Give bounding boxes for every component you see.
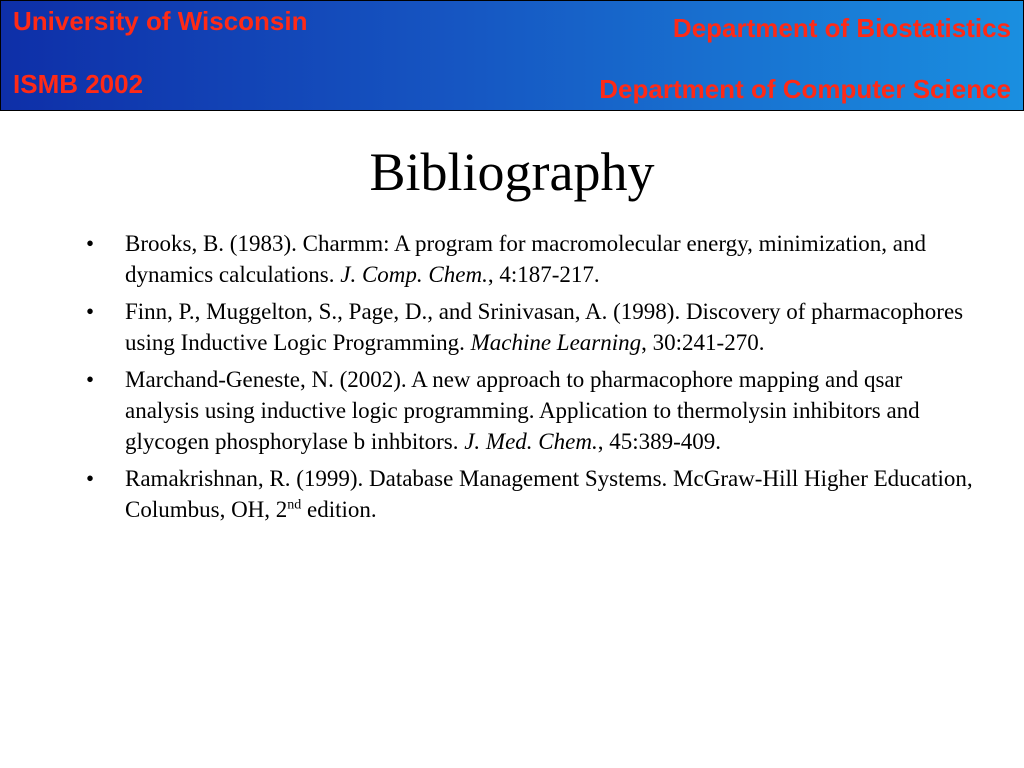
bullet-marker: • <box>86 466 95 491</box>
reference-item <box>80 364 980 457</box>
bullet-marker: • <box>86 231 95 256</box>
university-label: University of Wisconsin <box>13 6 308 36</box>
reference-tail: , 4:187-217. <box>487 262 600 287</box>
reference-journal: J. Comp. Chem. <box>340 262 488 287</box>
reference-text: Brooks, B. (1983). Charmm: A program for macromolecular energy, minimization, and dynamics calculations. <box>125 231 926 287</box>
reference-tail: , 45:389-409. <box>597 429 722 454</box>
department-biostatistics-label: Department of Biostatistics <box>672 13 1011 43</box>
reference-journal: Machine Learning <box>470 330 642 355</box>
reference-text: Finn, P., Muggelton, S., Page, D., and Srinivasan, A. (1998). Discovery of pharmacophores using Inductive Logic Programming. <box>125 299 964 355</box>
reference-item <box>80 296 980 358</box>
reference-tail: edition. <box>301 497 377 522</box>
conference-label: ISMB 2002 <box>13 69 144 99</box>
reference-list <box>80 228 980 531</box>
slide-title: Bibliography <box>369 142 655 202</box>
bullet-marker: • <box>86 367 95 392</box>
reference-tail: , 30:241-270. <box>641 330 765 355</box>
bullet-marker: • <box>86 299 95 324</box>
department-computer-science-label: Department of Computer Science <box>599 74 1011 104</box>
header-banner <box>0 0 1024 111</box>
reference-item <box>80 228 980 290</box>
reference-journal: J. Med. Chem. <box>464 429 598 454</box>
reference-text: Marchand-Geneste, N. (2002). A new approach to pharmacophore mapping and qsar analysis using inductive logic programming. Application to thermolysin inhibitors and glycogen phosphorylase b inhbitors. <box>125 367 920 454</box>
reference-item <box>80 463 980 525</box>
ordinal-suffix: nd <box>287 497 302 513</box>
reference-text: Ramakrishnan, R. (1999). Database Management Systems. McGraw-Hill Higher Education, Columbus, OH, 2 <box>125 466 973 522</box>
